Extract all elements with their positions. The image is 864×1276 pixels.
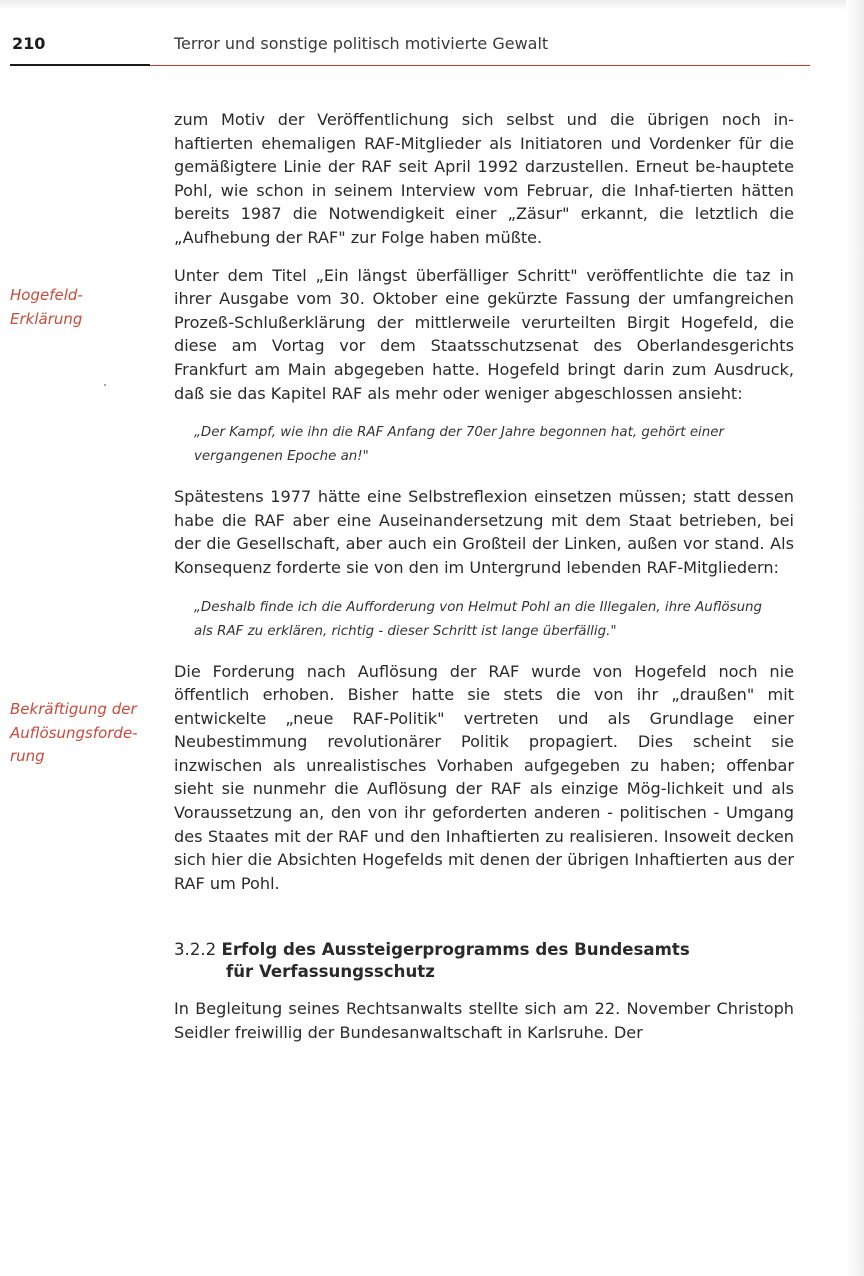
section-number: 3.2.2: [174, 940, 217, 960]
paragraph-3: Spätestens 1977 hätte eine Selbstreflexion einsetzen müssen; statt dessen habe die RAF aber eine Auseinandersetzung mit dem Staat betrieben, bei der die Gesellschaft, aber auch ein Großteil der Linken, außen vor stand. Als Konsequenz forderte sie von den im Untergrund lebenden RAF-Mitgliedern:: [174, 487, 794, 577]
section-heading: [174, 939, 794, 983]
paragraph-5: In Begleitung seines Rechtsanwalts stellte sich am 22. November Christoph Seidler freiwillig der Bundesanwaltschaft in Karlsruhe. Der: [174, 999, 794, 1043]
page-top-shadow: [0, 0, 864, 10]
margin-note-hogefeld: [10, 284, 160, 331]
quote-1: „Der Kampf, wie ihn die RAF Anfang der 70er Jahre begonnen hat, gehört einer vergangenen Epoche an!": [194, 425, 725, 465]
margin-note-bekraeftigung: [10, 698, 160, 769]
margin-note-hogefeld-text: Hogefeld- Erklärung: [10, 286, 83, 328]
margin-dot: [104, 384, 106, 386]
header-rule-red: [150, 65, 810, 66]
section-title-line2: für Verfassungsschutz: [226, 962, 435, 982]
main-text-column: [174, 108, 794, 1059]
page-edge-shadow: [846, 0, 864, 1276]
section-title-line1: Erfolg des Aussteigerprogramms des Bundesamts: [221, 940, 690, 960]
paragraph-1: zum Motiv der Veröffentlichung sich selbst und die übrigen noch in-haftierten ehemaligen RAF-Mitglieder als Initiatoren und Vordenker für die gemäßigtere Linie der RAF seit April 1992 darzustellen. Erneut be-hauptete Pohl, wie schon in seinem Interview vom Februar, die Inhaf-tierten hätten bereits 1987 die Notwendigkeit einer „Zäsur" erkannt, die letztlich die „Aufhebung der RAF" zur Folge haben müßte.: [174, 110, 794, 247]
header-rule-dark: [10, 64, 150, 66]
paragraph-2: Unter dem Titel „Ein längst überfälliger Schritt" veröffentlichte die taz in ihrer Ausgabe vom 30. Oktober eine gekürzte Fassung der umfangreichen Prozeß-Schlußerklärung der mittlerweile verurteilten Birgit Hogefeld, die diese am Vortag vor dem Staatsschutzsenat des Oberlandesgerichts Frankfurt am Main abgegeben hatte. Hogefeld bringt darin zum Ausdruck, daß sie das Kapitel RAF als mehr oder weniger abgeschlossen ansieht:: [174, 265, 794, 403]
page-header: [0, 34, 810, 68]
running-title: Terror und sonstige politisch motivierte Gewalt: [174, 34, 549, 53]
page-number: 210: [12, 34, 46, 53]
quote-2: „Deshalb finde ich die Aufforderung von Helmut Pohl an die Illegalen, ihre Auflösung als RAF zu erklären, richtig - dieser Schritt ist lange überfällig.": [194, 599, 763, 639]
margin-note-bekraeftigung-text: Bekräftigung der Auflösungsforde- rung: [10, 700, 138, 766]
paragraph-4: Die Forderung nach Auflösung der RAF wurde von Hogefeld noch nie öffentlich erhoben. Bisher hatte sie stets die von ihr „draußen" mit entwickelte „neue RAF-Politik" vertreten und als Grundlage einer Neubestimmung revolutionärer Politik propagiert. Dies scheint sie inzwischen als unrealistisches Vorhaben aufgegeben zu haben; offenbar sieht sie nunmehr die Auflösung der RAF als einzige Mög-lichkeit und als Voraussetzung an, den von ihr geforderten anderen - politischen - Umgang des Staates mit der RAF und den Inhaftierten zu realisieren. Insoweit decken sich hier die Absichten Hogefelds mit denen der übrigen Inhaftierten aus der RAF um Pohl.: [174, 661, 794, 893]
